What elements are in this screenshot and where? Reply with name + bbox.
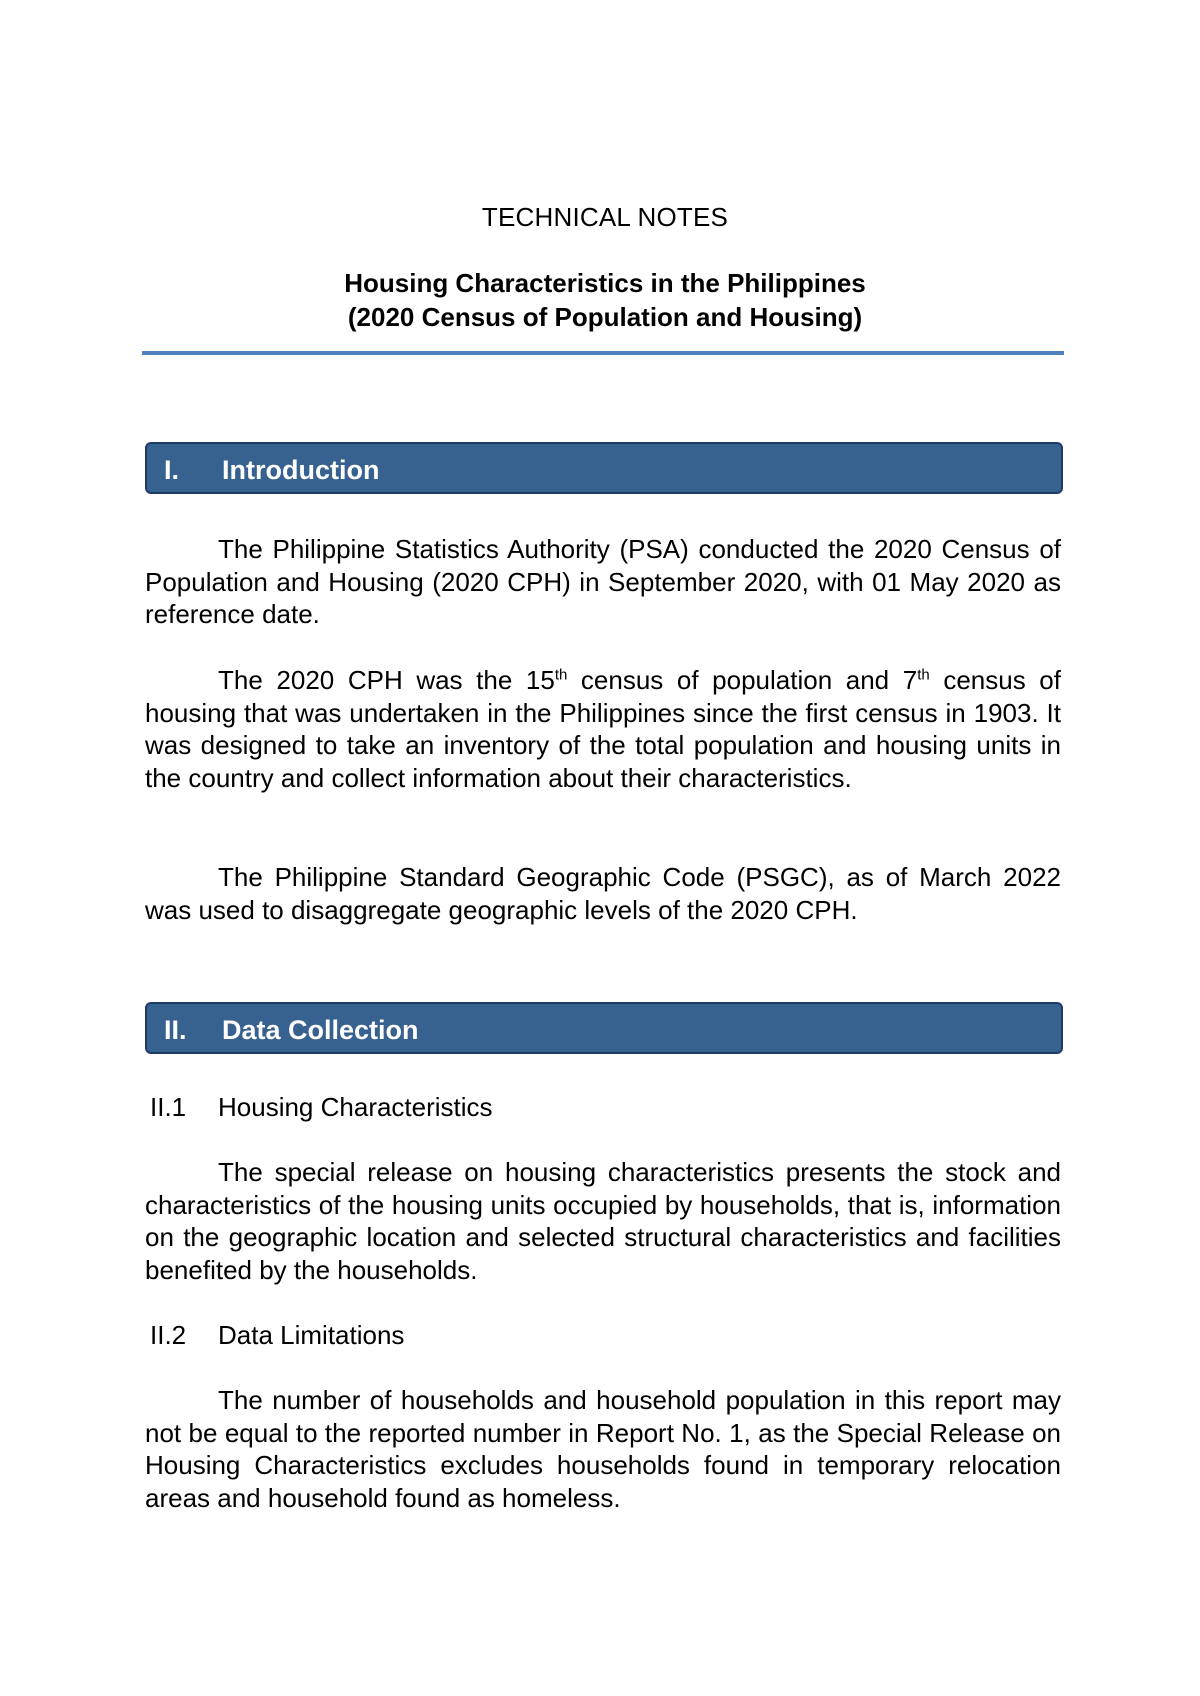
subsection-heading-housing-characteristics bbox=[150, 1092, 493, 1123]
title-divider bbox=[142, 351, 1064, 355]
housing-characteristics-paragraph: The special release on housing characteristics presents the stock and characteristics of the housing units occupied by households, that is, information on the geographic location and selected structural characteristics and facilities benefited by the households. bbox=[145, 1157, 1061, 1285]
subsection-heading-data-limitations bbox=[150, 1320, 404, 1351]
subsection-label: Housing Characteristics bbox=[218, 1092, 493, 1122]
intro-paragraph-2 bbox=[145, 664, 1061, 794]
subtitle-line-1: Housing Characteristics in the Philippines bbox=[344, 268, 866, 298]
ordinal-suffix: th bbox=[554, 666, 568, 684]
intro-paragraph-3: The Philippine Standard Geographic Code (PSGC), as of March 2022 was used to disaggregate geographic levels of the 2020 CPH. bbox=[145, 862, 1061, 925]
intro-p2-text-b: census of population and 7 bbox=[567, 665, 918, 695]
document-title: TECHNICAL NOTES bbox=[481, 202, 729, 232]
subtitle-line-2: (2020 Census of Population and Housing) bbox=[347, 302, 863, 332]
section-label: Introduction bbox=[222, 455, 380, 485]
section-number: I. bbox=[164, 455, 180, 485]
subsection-number: II.2 bbox=[150, 1320, 187, 1350]
section-number: II. bbox=[164, 1015, 187, 1045]
intro-paragraph-1: The Philippine Statistics Authority (PSA) conducted the 2020 Census of Population and Housing (2020 CPH) in September 2020, with 01 May 2020 as reference date. bbox=[145, 534, 1061, 629]
section-header-data-collection bbox=[145, 1002, 1063, 1054]
section-header-introduction bbox=[145, 442, 1063, 494]
subsection-number: II.1 bbox=[150, 1092, 187, 1122]
ordinal-suffix: th bbox=[917, 666, 930, 684]
intro-p2-text-a: The 2020 CPH was the 15 bbox=[218, 665, 555, 695]
intro-p2-text-c: census of housing that was undertaken in the Philippines since the first census in 1903. It was designed to take an inventory of the total population and housing units in the country and collect information about their characteristics. bbox=[145, 665, 1061, 793]
document-subtitle bbox=[145, 266, 1065, 334]
data-limitations-paragraph: The number of households and household population in this report may not be equal to the reported number in Report No. 1, as the Special Release on Housing Characteristics excludes households found in temporary relocation areas and household found as homeless. bbox=[145, 1385, 1061, 1513]
section-label: Data Collection bbox=[222, 1015, 419, 1045]
subsection-label: Data Limitations bbox=[218, 1320, 405, 1350]
